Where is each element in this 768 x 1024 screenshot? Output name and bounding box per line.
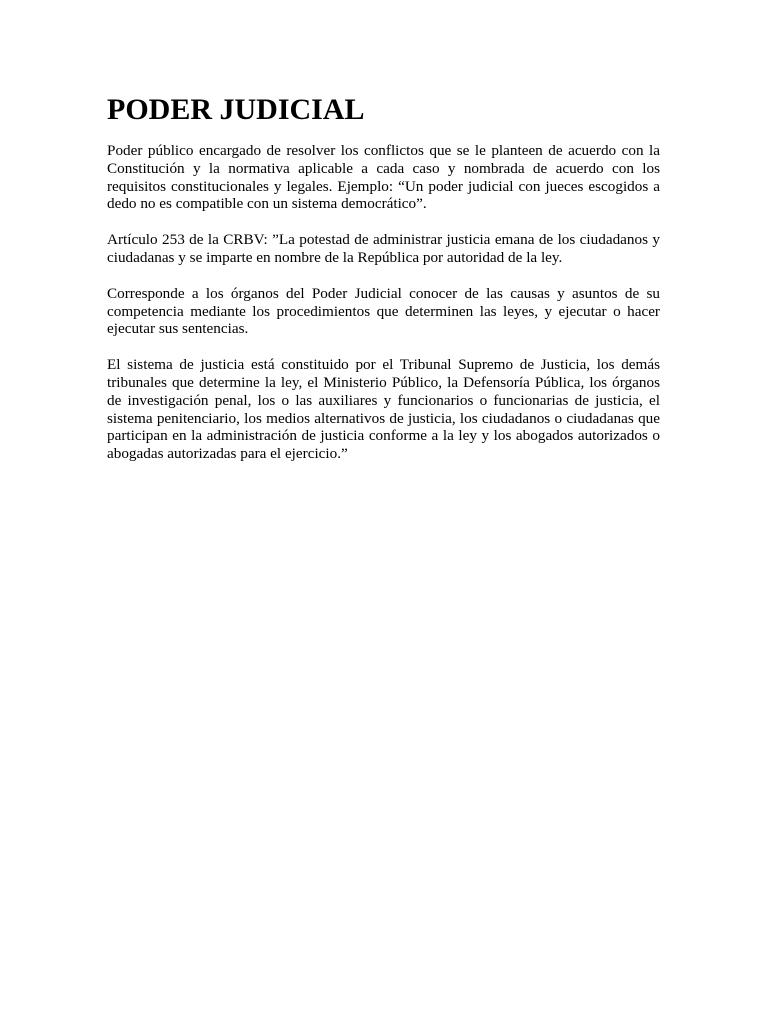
paragraph-definition: Poder público encargado de resolver los conflictos que se le planteen de acuerdo con la Constitución y la normativa aplicable a cada caso y nombrada de acuerdo con los requisitos constitucionales y legales. Ejemplo: “Un poder judicial con jueces escogidos a dedo no es compatible con un sistema democrático”.: [107, 142, 660, 213]
document-body: [107, 92, 660, 481]
paragraph-sistema-justicia: El sistema de justicia está constituido por el Tribunal Supremo de Justicia, los demás tribunales que determine la ley, el Ministerio Público, la Defensoría Pública, los órganos de investigación penal, los o las auxiliares y funcionarios o funcionarias de justicia, el sistema penitenciario, los medios alternativos de justicia, los ciudadanos o ciudadanas que participan en la administración de justicia conforme a la ley y los abogados autorizados o abogadas autorizadas para el ejercicio.”: [107, 356, 660, 463]
paragraph-article-253: Artículo 253 de la CRBV: ”La potestad de administrar justicia emana de los ciudadanos y ciudadanas y se imparte en nombre de la República por autoridad de la ley.: [107, 231, 660, 266]
document-title: PODER JUDICIAL: [107, 93, 365, 126]
paragraph-competencia: Corresponde a los órganos del Poder Judicial conocer de las causas y asuntos de su competencia mediante los procedimientos que determinen las leyes, y ejecutar o hacer ejecutar sus sentencias.: [107, 284, 660, 338]
